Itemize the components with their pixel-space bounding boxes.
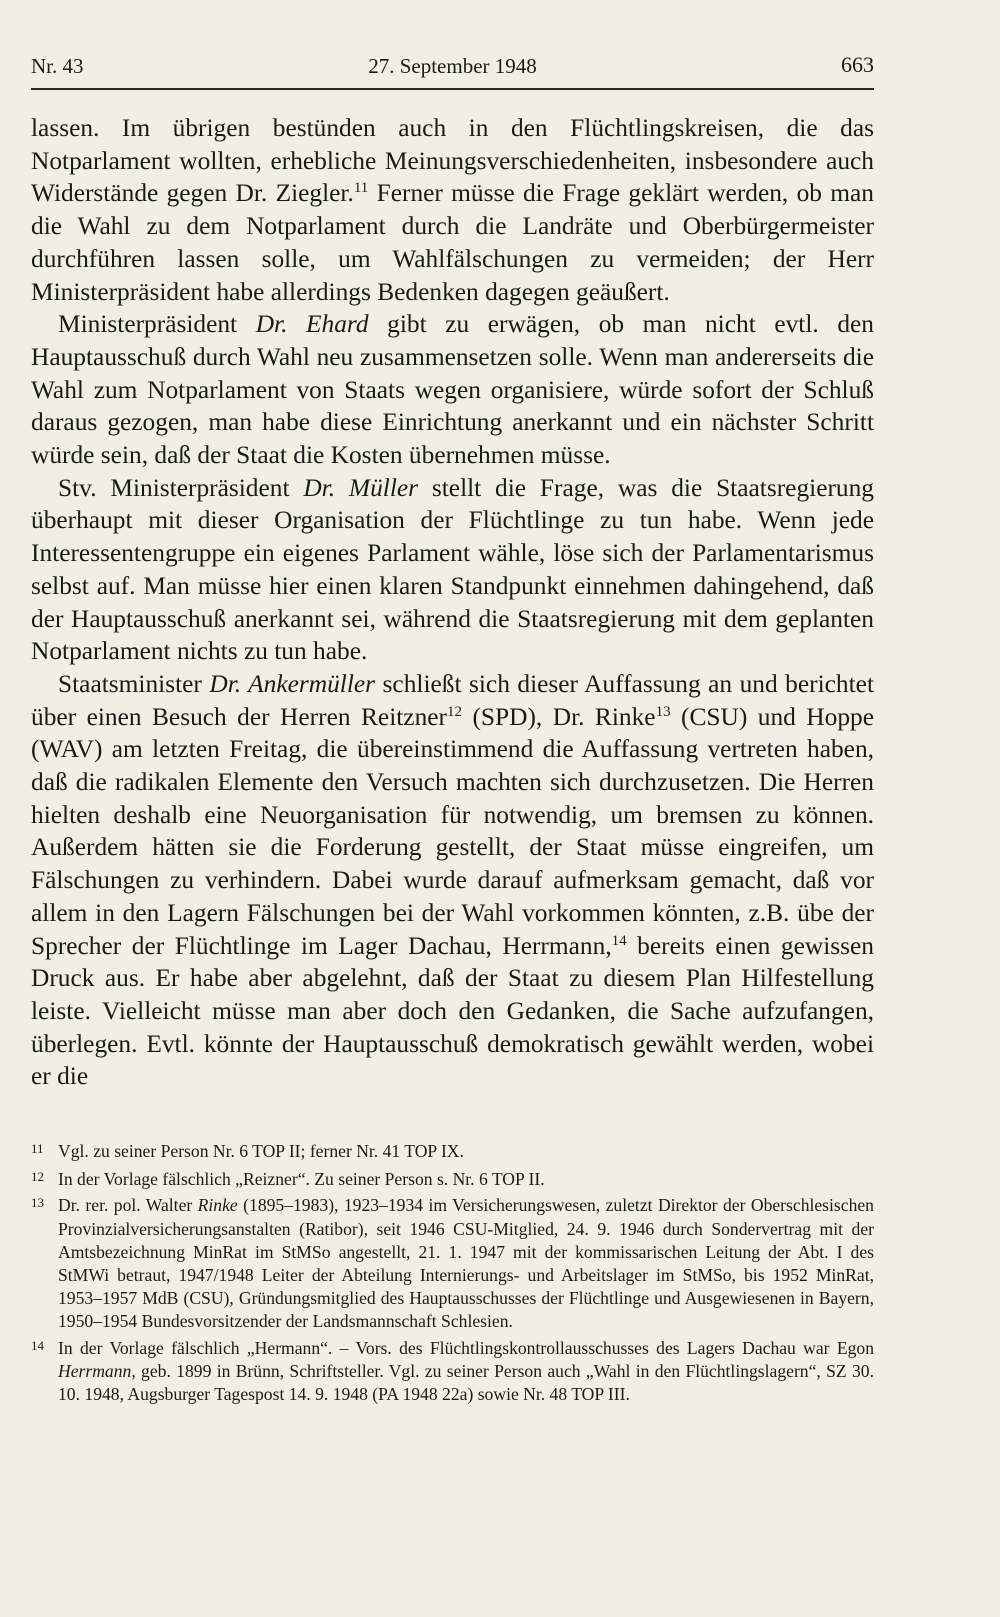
footnote-number: 13 [31, 1195, 44, 1211]
speaker-name: Dr. Ankermüller [209, 669, 376, 698]
paragraph-3: Stv. Ministerpräsident Dr. Müller stellt die Frage, was die Staatsregierung überhaupt mit dieser Organisation der Flüchtlinge zu tun habe. Wenn jede Interessentengruppe ein eigenes Parlament wähle, löse sich der Parlamentarismus selbst auf. Man müsse hier einen klaren Standpunkt einnehmen dahingehend, daß der Hauptausschuß anerkannt sei, während die Staatsregierung mit dem geplanten Notparlament nichts zu tun habe. [31, 473, 874, 666]
footnote-14: 14 In der Vorlage fälschlich „Hermann“. – Vors. des Flüchtlingskontrollausschusses des Lagers Dachau war Egon Herrmann, geb. 1899 in Brünn, Schriftsteller. Vgl. zu seiner Person auch „Wahl in den Flüchtlingslagern“, SZ 30. 10. 1948, Augsburger Tagespost 14. 9. 1948 (PA 1948 22a) sowie Nr. 48 TOP III. [31, 1337, 874, 1407]
footnotes [31, 1140, 874, 1409]
person-name: Herrmann [58, 1360, 132, 1381]
paragraph-4: Staatsminister Dr. Ankermüller schließt sich dieser Auffassung an und berichtet über einen Besuch der Herren Reitzner$^{12}$ (SPD), Dr. Rinke$^{13}$ (CSU) und Hoppe (WAV) am letzten Freitag, die übereinstimmend die Auffassung vertreten haben, daß die radikalen Elemente den Versuch machten sich durchzusetzen. Die Herren hielten deshalb eine Neuorganisation für notwendig, um bremsen zu können. Außerdem hätten sie die Forderung gestellt, der Staat müsse eingreifen, um Fälschungen zu verhindern. Dabei wurde darauf aufmerksam gemacht, daß vor allem in den Lagern Fälschungen bei der Wahl vorkommen könnten, z.B. übe der Sprecher der Flüchtlinge im Lager Dachau, Herrmann,$^{14}$ bereits einen gewissen Druck aus. Er habe aber abgelehnt, daß der Staat zu diesem Plan Hilfestellung leiste. Vielleicht müsse man aber doch den Gedanken, die Sache aufzufangen, überlegen. Evtl. könnte der Hauptausschuß demokratisch gewählt werden, wobei er die [31, 669, 875, 1091]
paragraph-1: lassen. Im übrigen bestünden auch in den Flüchtlingskreisen, die das Notparlament wollten, erhebliche Meinungsverschiedenheiten, insbesondere auch Widerstände gegen Dr. Ziegler.$^{11}$ Ferner müsse die Frage geklärt werden, ob man die Wahl zu dem Notparlament durch die Landräte und Oberbürgermeister durchführen lassen solle, um Wahlfälschungen zu vermeiden; der Herr Ministerpräsident habe allerdings Bedenken dagegen geäußert. [31, 114, 875, 306]
issue-number: Nr. 43 [31, 54, 84, 78]
body-text [31, 112, 874, 1093]
footnote-number: 12 [31, 1169, 44, 1185]
footnote-ref-13[interactable]: 13 [655, 703, 671, 720]
footnote-ref-14[interactable]: 14 [611, 932, 627, 949]
footnote-number: 11 [31, 1141, 44, 1156]
footnote-number: 14 [31, 1337, 44, 1353]
running-header [31, 48, 874, 90]
footnote-13: 13 Dr. rer. pol. Walter Rinke (1895–1983), 1923–1934 im Versicherungswesen, zuletzt Direktor der Oberschlesischen Provinzialversicherungsanstalten (Ratibor), seit 1946 CSU-Mitglied, 24. 9. 1946 durch Sondervertrag mit der Amtsbezeichnung MinRat im StMSo angestellt, 21. 1. 1947 mit der kommissarischen Leitung der Abt. I des StMWi betraut, 1947/1948 Leiter der Abteilung Internierungs- und Arbeitslager im StMSo, bis 1952 MinRat, 1953–1957 MdB (CSU), Gründungsmitglied des Hauptausschusses der Flüchtlinge und Ausgewiesenen in Bayern, 1950–1954 Bundesvorsitzender der Landsmannschaft Schlesien. [31, 1194, 874, 1333]
footnote-12: 12 In der Vorlage fälschlich „Reizner“. Zu seiner Person s. Nr. 6 TOP II. [31, 1168, 874, 1191]
speaker-name: Dr. Müller [303, 473, 419, 502]
footnote-ref-12[interactable]: 12 [447, 703, 462, 720]
paragraph-2: Ministerpräsident Dr. Ehard gibt zu erwägen, ob man nicht evtl. den Hauptausschuß durch Wahl neu zusammensetzen solle. Wenn man andererseits die Wahl zum Notparlament von Staats wegen organisiere, würde sofort der Schluß daraus gezogen, man habe diese Einrichtung anerkannt und ein nächster Schritt würde sein, daß der Staat die Kosten übernehmen müsse. [31, 310, 874, 470]
page-number: 663 [841, 52, 874, 77]
person-name: Rinke [197, 1195, 238, 1216]
session-date: 27. September 1948 [368, 54, 537, 78]
speaker-name: Dr. Ehard [255, 310, 369, 339]
footnote-11: 11 Vgl. zu seiner Person Nr. 6 TOP II; ferner Nr. 41 TOP IX. [31, 1140, 874, 1163]
footnote-ref-11[interactable]: 11 [353, 180, 369, 197]
